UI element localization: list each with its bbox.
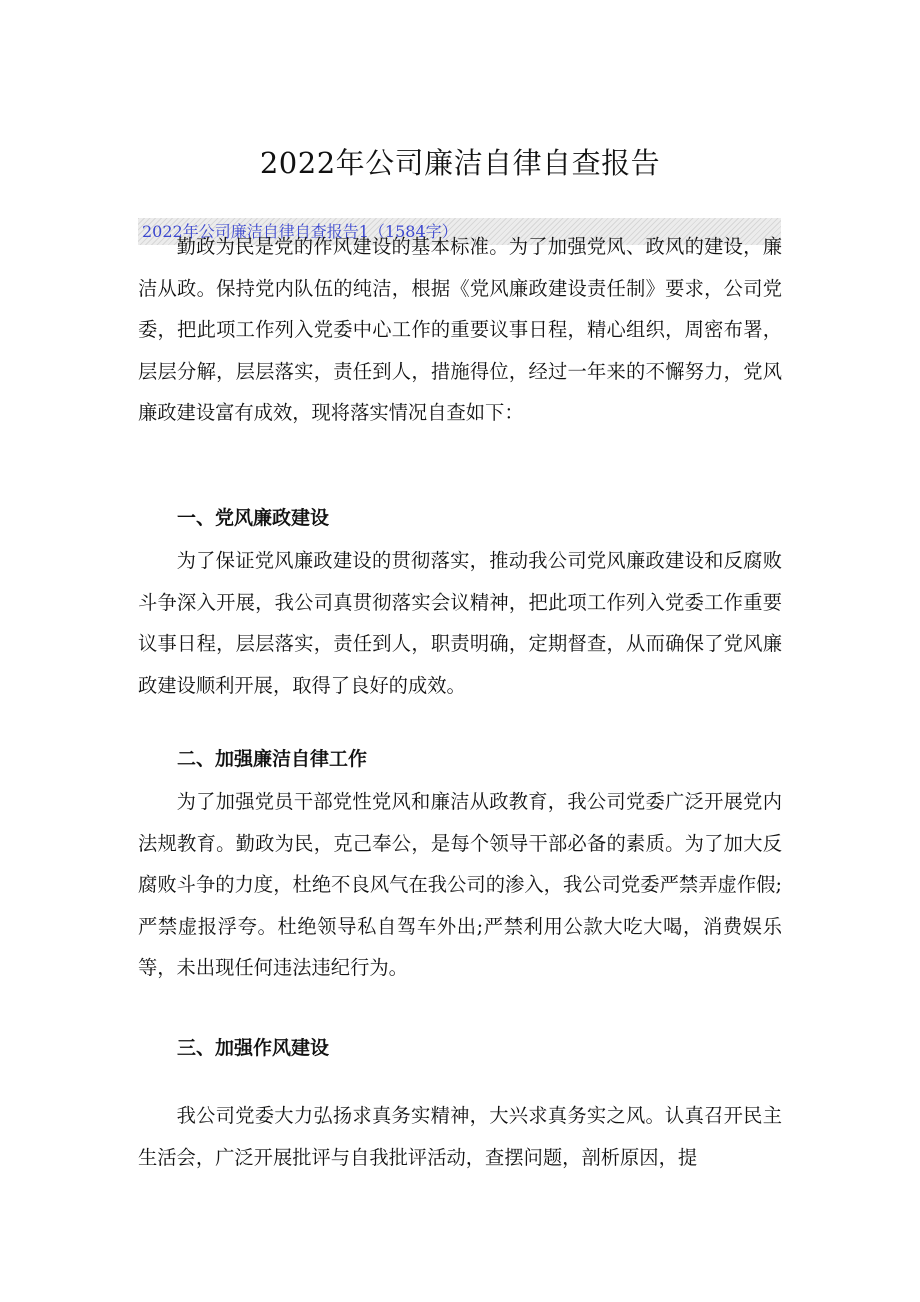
section-heading-3: 三、加强作风建设 — [177, 1037, 330, 1059]
section-body-2: 为了加强党员干部党性党风和廉洁从政教育，我公司党委广泛开展党内法规教育。勤政为民，克己奉公，是每个领导干部必备的素质。为了加大反腐败斗争的力度，杜绝不良风气在我公司的渗入，我公司党委严禁弄虚作假;严禁虚报浮夸。杜绝领导私自驾车外出;严禁利用公款大吃大喝，消费娱乐等，未出现任何违法违纪行为。 — [138, 790, 782, 979]
section-heading-1: 一、党风廉政建设 — [177, 507, 330, 529]
section-body-1: 为了保证党风廉政建设的贯彻落实，推动我公司党风廉政建设和反腐败斗争深入开展，我公司真贯彻落实会议精神，把此项工作列入党委工作重要议事日程，层层落实，责任到人，职责明确，定期督查，从而确保了党风廉政建设顺利开展，取得了良好的成效。 — [138, 549, 782, 697]
document-title: 2022年公司廉洁自律自查报告 — [259, 146, 661, 180]
section-body-3: 我公司党委大力弘扬求真务实精神，大兴求真务实之风。认真召开民主生活会，广泛开展批评与自我批评活动，查摆问题，剖析原因，提 — [138, 1104, 782, 1169]
intro-paragraph: 勤政为民是党的作风建设的基本标准。为了加强党风、政风的建设，廉洁从政。保持党内队伍的纯洁，根据《党风廉政建设责任制》要求，公司党委，把此项工作列入党委中心工作的重要议事日程，精心组织，周密布署，层层分解，层层落实，责任到人，措施得位，经过一年来的不懈努力，党风廉政建设富有成效，现将落实情况自查如下： — [138, 235, 782, 424]
section-heading-2: 二、加强廉洁自律工作 — [177, 748, 368, 770]
document-subtitle: 2022年公司廉洁自律自查报告1（1584字） — [142, 222, 458, 241]
